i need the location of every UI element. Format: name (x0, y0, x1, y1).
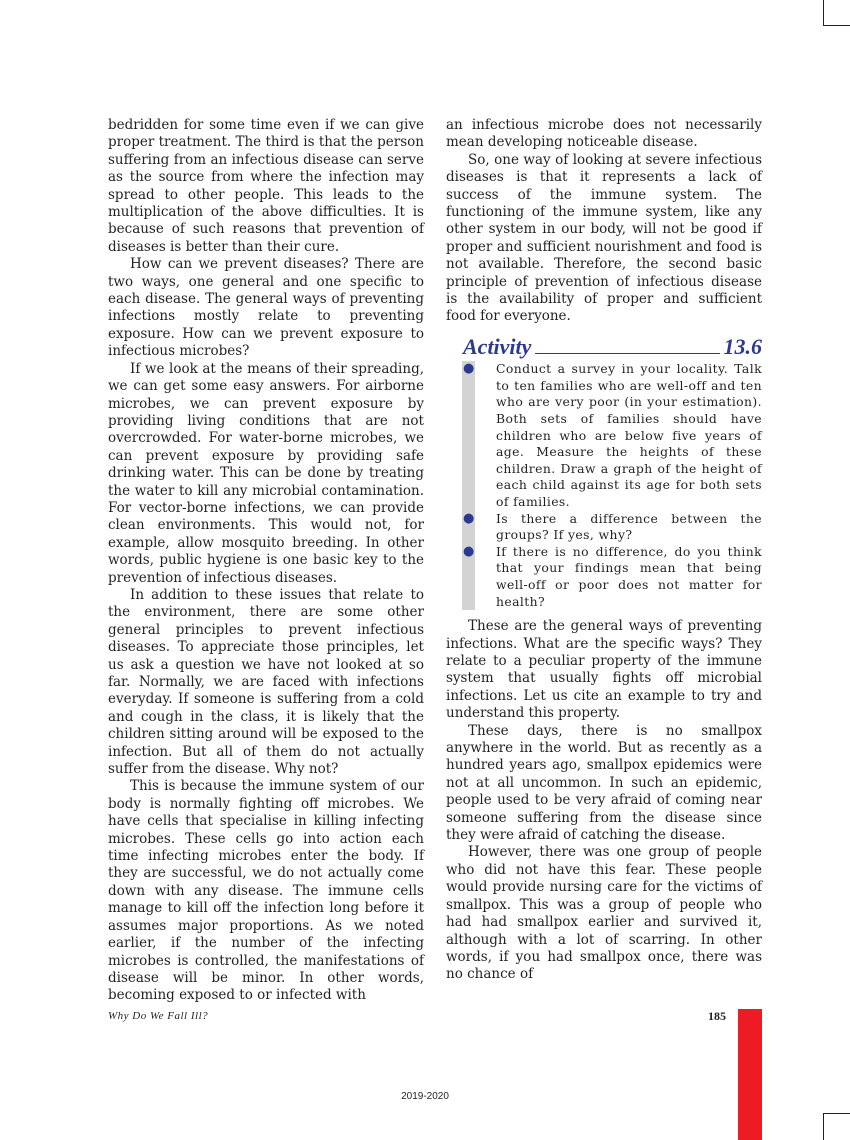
paragraph: an infectious microbe does not necessarily mean developing noticeable disease. (446, 117, 762, 151)
crop-mark-top-right-horizontal (823, 25, 850, 26)
activity-item-text: If there is no difference, do you think that your findings mean that being well-off or poor does not matter for health? (496, 543, 762, 609)
activity-item (463, 543, 762, 610)
activity-heading (463, 333, 762, 359)
paragraph: However, there was one group of people who did not have this fear. These people would provide nursing care for the victims of smallpox. This was a group of people who had had smallpox earlier and survived it, although with a lot of scarring. In other words, if you had smallpox once, there was no chance of (446, 844, 762, 983)
activity-box (462, 361, 762, 610)
activity-label: Activity (463, 333, 532, 359)
right-column (446, 117, 762, 984)
paragraph: So, one way of looking at severe infectious diseases is that it represents a lack of success of the immune system. The functioning of the immune system, like any other system in our body, will not be good if proper and sufficient nourishment and food is not available. Therefore, the second basic principle of prevention of infectious disease is the availability of proper and sufficient food for everyone. (446, 151, 762, 325)
chapter-tab (738, 1009, 762, 1140)
paragraph: In addition to these issues that relate to the environment, there are some other general principles to prevent infectious diseases. To appreciate those principles, let us ask a question we have not looked at so far. Normally, we are faced with infections everyday. If someone is suffering from a cold and cough in the class, it is likely that the children sitting around will be exposed to the infection. But all of them do not actually suffer from the disease. Why not? (108, 586, 424, 778)
activity-heading-rule (535, 339, 719, 354)
crop-mark-top-right-vertical (823, 0, 824, 26)
bullet-icon: ● (463, 361, 475, 377)
running-title: Why Do We Fall Ill? (108, 1010, 209, 1022)
edition-year: 2019-2020 (401, 1091, 449, 1102)
left-column (108, 117, 424, 1005)
paragraph: bedridden for some time even if we can give proper treatment. The third is that the person suffering from an infectious disease can serve as the source from where the infection may spread to other people. This leads to the multiplication of the above difficulties. It is because of such reasons that prevention of diseases is better than their cure. (108, 117, 424, 255)
activity-item (463, 361, 762, 510)
paragraph: How can we prevent diseases? There are two ways, one general and one specific to each disease. The general ways of preventing infections mostly relate to preventing exposure. How can we prevent exposure to infectious microbes? (108, 256, 424, 360)
crop-mark-bottom-right-horizontal (823, 1113, 850, 1114)
page-number: 185 (708, 1009, 726, 1023)
crop-mark-bottom-right-vertical (823, 1113, 824, 1140)
paragraph: These days, there is no smallpox anywhere in the world. But as recently as a hundred years ago, smallpox epidemics were not at all uncommon. In such an epidemic, people used to be very afraid of coming near someone suffering from the disease since they were afraid of catching the disease. (446, 722, 762, 844)
activity-side-bar (462, 361, 475, 610)
bullet-icon: ● (463, 510, 475, 526)
activity-item-text: Conduct a survey in your locality. Talk to ten families who are well-off and ten who are very poor (in your estimation). Both sets of families should have children who are below five years of age. Measure the heights of these children. Draw a graph of the height of each child against its age for both sets of families. (496, 361, 762, 510)
paragraph: If we look at the means of their spreading, we can get some easy answers. For airborne microbes, we can prevent exposure by providing living conditions that are not overcrowded. For water-borne microbes, we can prevent exposure by providing safe drinking water. This can be done by treating the water to kill any microbial contamination. For vector-borne infections, we can provide clean environments. This would not, for example, allow mosquito breeding. In other words, public hygiene is one basic key to the prevention of infectious diseases. (108, 360, 424, 586)
paragraph: These are the general ways of preventing infections. What are the specific ways? They relate to a peculiar property of the immune system that usually fights off microbial infections. Let us cite an example to try and understand this property. (446, 618, 762, 722)
bullet-icon: ● (463, 543, 475, 559)
activity-item-text: Is there a difference between the groups? If yes, why? (496, 510, 762, 543)
activity-number: 13.6 (723, 333, 762, 359)
activity-item (463, 510, 762, 544)
paragraph: This is because the immune system of our body is normally fighting off microbes. We have cells that specialise in killing infecting microbes. These cells go into action each time infecting microbes enter the body. If they are successful, we do not actually come down with any disease. The immune cells manage to kill off the infection long before it assumes major proportions. As we noted earlier, if the number of the infecting microbes is controlled, the manifestations of disease will be minor. In other words, becoming exposed to or infected with (108, 778, 424, 1004)
activity-list (463, 361, 762, 610)
